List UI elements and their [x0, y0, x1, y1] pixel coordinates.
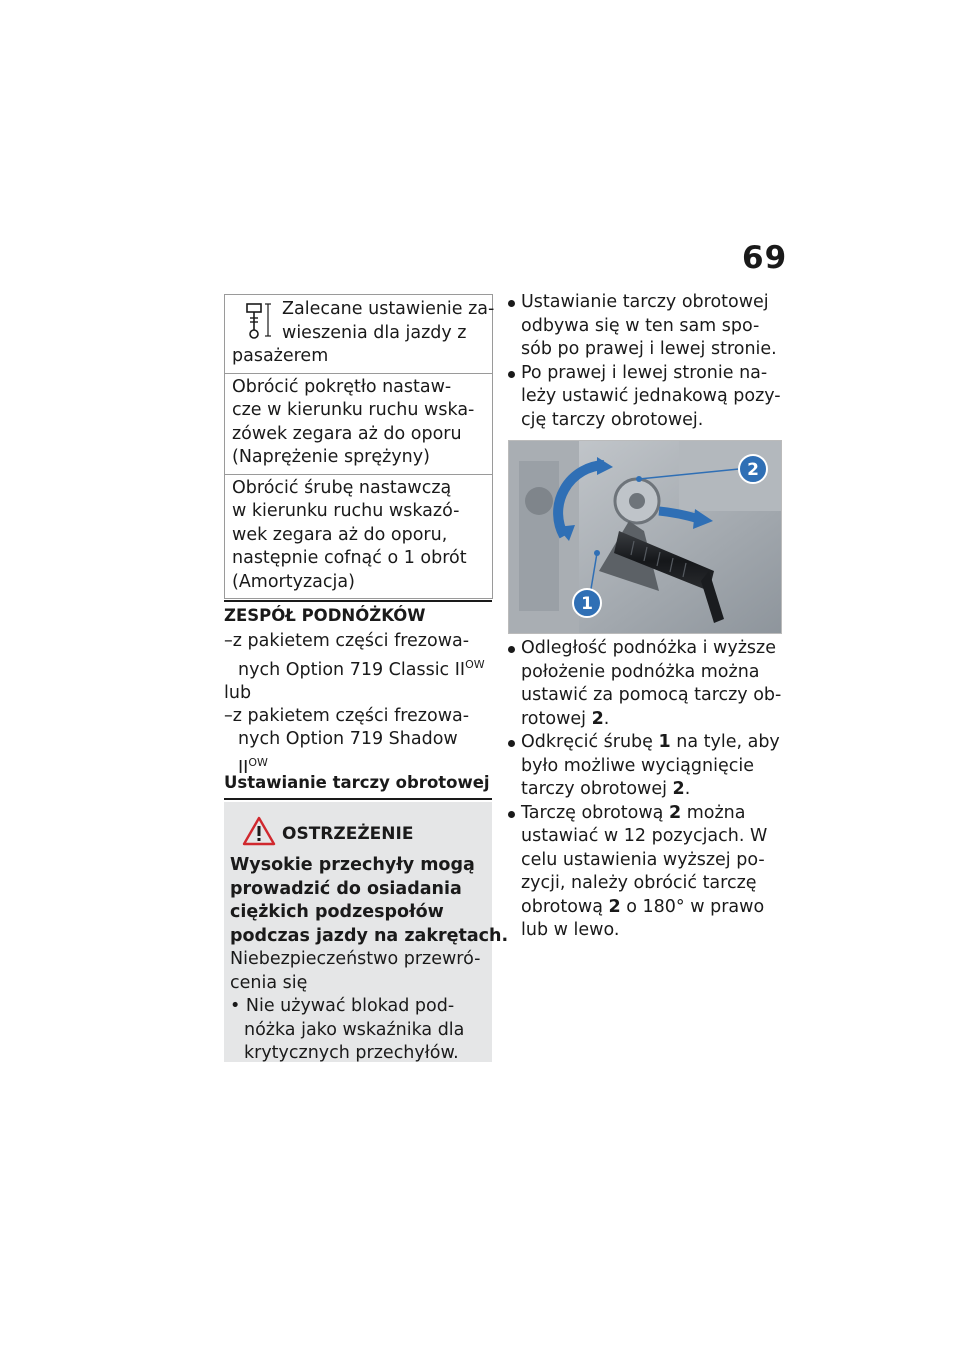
warning-header — [232, 816, 482, 848]
settings-text: Zalecane ustawienie za- — [282, 299, 495, 319]
settings-text: cze w kierunku ruchu wska- — [232, 400, 475, 420]
ref-number: 2 — [608, 896, 621, 917]
text-part: rotowej — [521, 708, 592, 729]
variant-list — [224, 630, 494, 780]
footrest-photo — [508, 440, 782, 634]
suspension-icon — [238, 298, 274, 342]
page-number: 69 — [742, 240, 788, 276]
list-item — [508, 802, 780, 826]
list-item-cont: ustawić za pomocą tarczy ob- — [521, 685, 782, 705]
list-item-cont: sób po prawej i lewej stronie. — [521, 339, 777, 359]
warning-text: Wysokie przechyły mogą — [230, 855, 475, 875]
settings-text: w kierunku ruchu wskazó- — [232, 501, 460, 521]
section-title: ZESPÓŁ PODNÓŻKÓW — [224, 600, 492, 625]
text-part: Tarczę obrotową — [521, 802, 669, 823]
list-item-cont: było możliwe wyciągnięcie — [521, 755, 754, 776]
text-part: na tyle, aby — [670, 732, 780, 752]
list-item-cont: ustawiać w 12 pozycjach. W — [521, 826, 768, 846]
callout-2: 2 — [747, 460, 759, 480]
variant-text: –z pakietem części frezowa- — [224, 705, 470, 726]
warning-bullet: nóżka jako wskaźnika dla — [244, 1019, 465, 1040]
settings-text: Obrócić pokrętło nastaw- — [232, 376, 452, 397]
settings-text: wek zegara aż do oporu, — [232, 524, 448, 545]
warning-bullet: krytycznych przechyłów. — [244, 1043, 459, 1063]
ref-number: 1 — [658, 732, 671, 752]
variant-text: –z pakietem części frezowa- — [224, 631, 470, 651]
list-item-cont — [508, 896, 780, 920]
text-part: obrotową — [521, 896, 609, 917]
variant-name: nych Option 719 Classic II — [238, 659, 466, 680]
text-part: tarczy obrotowej — [521, 779, 673, 799]
settings-row-header — [225, 295, 495, 373]
subsection-title: Ustawianie tarczy obrotowej — [224, 773, 492, 800]
text-part: Odkręcić śrubę — [521, 732, 659, 752]
list-item: Odległość podnóżka i wyższe — [508, 637, 780, 661]
right-top-list — [508, 291, 780, 432]
variant-name: II — [238, 757, 249, 778]
list-item-cont: leży ustawić jednakową pozy- — [521, 386, 781, 406]
variant-sup: OW — [465, 658, 485, 671]
settings-table — [224, 294, 493, 599]
list-item: Ustawianie tarczy obrotowej — [508, 291, 780, 315]
text-part: . — [684, 779, 691, 799]
callout-1: 1 — [581, 594, 593, 614]
settings-text: (Naprężenie sprężyny) — [232, 447, 430, 467]
right-bottom-list — [508, 637, 780, 943]
warning-text: prowadzić do osiadania — [230, 878, 462, 899]
settings-text: (Amortyzacja) — [232, 571, 355, 592]
or-text: lub — [224, 682, 252, 703]
list-item-cont: odbywa się w ten sam spo- — [521, 315, 760, 336]
variant-text — [224, 653, 494, 682]
list-item-cont: lub w lewo. — [521, 920, 620, 940]
list-item-cont — [508, 708, 780, 732]
warning-box — [224, 802, 509, 1063]
warning-text: cenia się — [230, 972, 308, 993]
settings-text: następnie cofnąć o 1 obrót — [232, 548, 467, 568]
settings-text: zówek zegara aż do oporu — [232, 423, 462, 444]
warning-label: OSTRZEŻENIE — [282, 824, 414, 844]
settings-text: pasażerem — [232, 346, 329, 366]
settings-text: Obrócić śrubę nastawczą — [232, 477, 452, 498]
ref-number: 2 — [591, 708, 604, 729]
settings-row-spring — [225, 373, 492, 474]
variant-sup: OW — [248, 755, 268, 769]
text-part: można — [681, 802, 746, 823]
list-item-cont: położenie podnóżka można — [521, 661, 760, 682]
settings-text: wieszenia dla jazdy z — [282, 322, 467, 343]
warning-text: podczas jazdy na zakrętach. — [230, 925, 509, 946]
list-item — [508, 731, 780, 755]
ref-number: 2 — [668, 802, 682, 823]
variant-text: nych Option 719 Shadow — [238, 728, 458, 749]
list-item-cont: celu ustawienia wyższej po- — [521, 849, 765, 870]
list-item-cont: zycji, należy obrócić tarczę — [521, 873, 757, 893]
warning-triangle-icon — [242, 816, 276, 846]
warning-bullet: • Nie używać blokad pod- — [230, 996, 455, 1016]
list-item: Po prawej i lewej stronie na- — [508, 362, 780, 386]
text-part: o 180° w prawo — [620, 896, 765, 917]
ref-number: 2 — [672, 779, 685, 799]
settings-row-damping — [225, 474, 492, 599]
text-part: . — [603, 708, 610, 729]
list-item-cont: cję tarczy obrotowej. — [521, 409, 704, 430]
list-item-cont — [508, 778, 780, 802]
warning-text: Niebezpieczeństwo przewró- — [230, 949, 481, 969]
warning-text: ciężkich podzespołów — [230, 902, 444, 922]
warning-body — [230, 854, 509, 1066]
